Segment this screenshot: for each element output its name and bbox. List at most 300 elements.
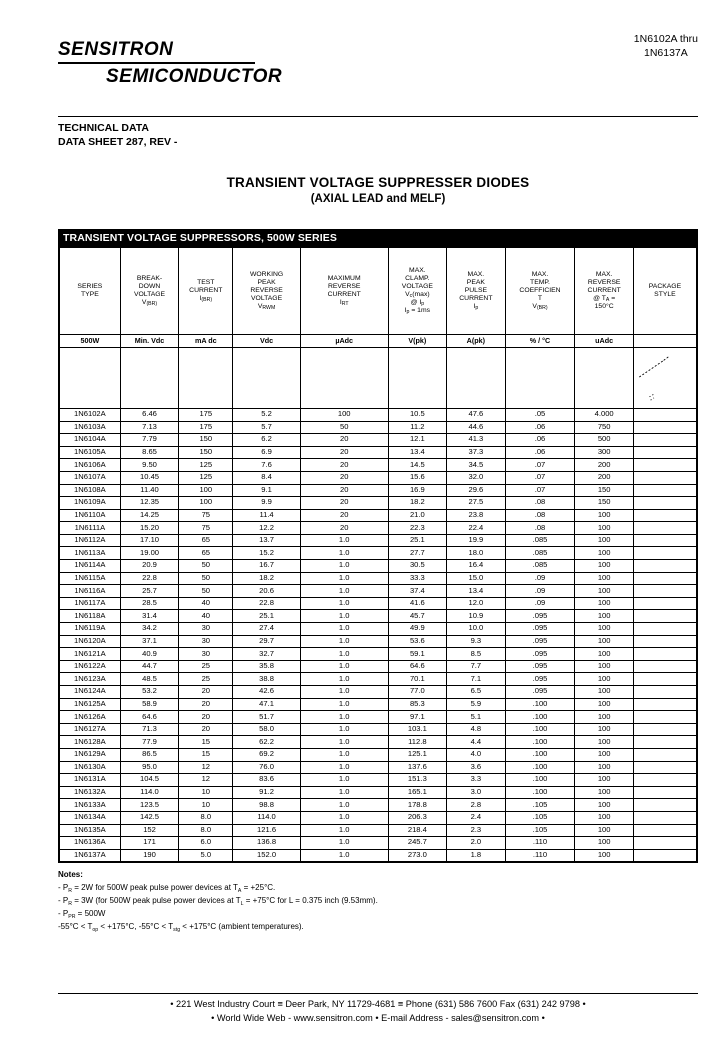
cell-maximum-reverse-current: 1.0 (300, 799, 388, 812)
cell-package-style (633, 484, 696, 497)
cell-series-type: 1N6118A (60, 610, 121, 623)
cell-max-clamp-voltage: 41.6 (388, 597, 447, 610)
cell-max-reverse-current-150c: 150 (575, 497, 634, 510)
spacer-cell (300, 347, 388, 408)
cell-breakdown-voltage: 15.20 (120, 522, 179, 535)
cell-series-type: 1N6132A (60, 786, 121, 799)
cell-series-type: 1N6131A (60, 774, 121, 787)
cell-maximum-reverse-current: 20 (300, 459, 388, 472)
table-row (60, 560, 697, 573)
note-text: < +175°C (ambient temperatures). (180, 922, 304, 932)
table-row (60, 799, 697, 812)
cell-max-reverse-current-150c: 100 (575, 509, 634, 522)
cell-test-current: 65 (179, 547, 233, 560)
cell-test-current: 8.0 (179, 811, 233, 824)
notes-section (58, 869, 698, 934)
cell-max-peak-pulse-current: 9.3 (447, 635, 506, 648)
cell-max-reverse-current-150c: 100 (575, 761, 634, 774)
note-text: < +175°C, -55°C < T (98, 922, 174, 932)
cell-max-clamp-voltage: 137.6 (388, 761, 447, 774)
cell-max-peak-pulse-current: 1.8 (447, 849, 506, 862)
cell-series-type: 1N6117A (60, 597, 121, 610)
cell-max-peak-pulse-current: 7.1 (447, 673, 506, 686)
hdr-line: COEFFICIEN (519, 286, 561, 294)
cell-breakdown-voltage: 64.6 (120, 711, 179, 724)
cell-test-current: 150 (179, 446, 233, 459)
cell-maximum-reverse-current: 20 (300, 509, 388, 522)
cell-test-current: 125 (179, 459, 233, 472)
cell-maximum-reverse-current: 1.0 (300, 635, 388, 648)
cell-series-type: 1N6136A (60, 837, 121, 850)
cell-maximum-reverse-current: 1.0 (300, 648, 388, 661)
cell-series-type: 1N6134A (60, 811, 121, 824)
hdr-line: 150°C (594, 302, 614, 310)
cell-max-temp-coefficient: .08 (505, 522, 575, 535)
cell-max-temp-coefficient: .09 (505, 572, 575, 585)
cell-package-style (633, 560, 696, 573)
cell-max-temp-coefficient: .095 (505, 686, 575, 699)
note-subscript: R (68, 900, 72, 907)
col-header-package-style (633, 247, 696, 334)
hdr-line: REVERSE (250, 286, 283, 294)
cell-working-peak-reverse-voltage: 12.2 (233, 522, 301, 535)
hdr-line: PEAK (466, 278, 485, 286)
cell-breakdown-voltage: 123.5 (120, 799, 179, 812)
part-range-line1: 1N6102A thru (633, 33, 698, 45)
cell-package-style (633, 534, 696, 547)
cell-max-clamp-voltage: 13.4 (388, 446, 447, 459)
note-subscript: R (68, 887, 72, 894)
cell-working-peak-reverse-voltage: 5.7 (233, 421, 301, 434)
cell-max-temp-coefficient: .095 (505, 623, 575, 636)
table-row (60, 736, 697, 749)
cell-max-reverse-current-150c: 100 (575, 686, 634, 699)
cell-working-peak-reverse-voltage: 152.0 (233, 849, 301, 862)
cell-working-peak-reverse-voltage: 76.0 (233, 761, 301, 774)
cell-max-clamp-voltage: 112.8 (388, 736, 447, 749)
col-header-working-peak-reverse-voltage (233, 247, 301, 334)
col-header-test-current (179, 247, 233, 334)
cell-maximum-reverse-current: 20 (300, 471, 388, 484)
cell-breakdown-voltage: 12.35 (120, 497, 179, 510)
cell-package-style (633, 761, 696, 774)
cell-max-clamp-voltage: 30.5 (388, 560, 447, 573)
cell-max-clamp-voltage: 151.3 (388, 774, 447, 787)
spacer-cell (447, 347, 506, 408)
cell-test-current: 30 (179, 623, 233, 636)
cell-breakdown-voltage: 171 (120, 837, 179, 850)
table-row (60, 673, 697, 686)
cell-breakdown-voltage: 53.2 (120, 686, 179, 699)
cell-package-style (633, 597, 696, 610)
table-row (60, 572, 697, 585)
cell-package-style (633, 509, 696, 522)
cell-max-peak-pulse-current: 4.4 (447, 736, 506, 749)
unit-max-temp-coefficient: % / °C (505, 334, 575, 347)
cell-maximum-reverse-current: 1.0 (300, 698, 388, 711)
cell-breakdown-voltage: 14.25 (120, 509, 179, 522)
cell-series-type: 1N6107A (60, 471, 121, 484)
col-header-breakdown-voltage (120, 247, 179, 334)
cell-max-clamp-voltage: 245.7 (388, 837, 447, 850)
table-row (60, 648, 697, 661)
table-row (60, 610, 697, 623)
cell-max-peak-pulse-current: 3.3 (447, 774, 506, 787)
cell-working-peak-reverse-voltage: 6.9 (233, 446, 301, 459)
cell-series-type: 1N6124A (60, 686, 121, 699)
spacer-cell (120, 347, 179, 408)
cell-max-clamp-voltage: 53.6 (388, 635, 447, 648)
cell-max-temp-coefficient: .095 (505, 673, 575, 686)
cell-max-temp-coefficient: .09 (505, 597, 575, 610)
hdr-line: STYLE (654, 290, 676, 298)
cell-series-type: 1N6135A (60, 824, 121, 837)
table-row (60, 509, 697, 522)
cell-package-style (633, 849, 696, 862)
cell-max-peak-pulse-current: 10.9 (447, 610, 506, 623)
note-line-1 (58, 882, 698, 895)
cell-package-style (633, 711, 696, 724)
logo-sensitron: SENSITRON (58, 40, 255, 64)
cell-max-reverse-current-150c: 100 (575, 811, 634, 824)
hdr-line: $I_p$ (473, 302, 479, 312)
cell-max-temp-coefficient: .07 (505, 459, 575, 472)
table-row (60, 522, 697, 535)
cell-max-temp-coefficient: .085 (505, 547, 575, 560)
table-row (60, 811, 697, 824)
cell-max-clamp-voltage: 12.1 (388, 434, 447, 447)
cell-test-current: 5.0 (179, 849, 233, 862)
cell-max-reverse-current-150c: 100 (575, 597, 634, 610)
cell-max-reverse-current-150c: 100 (575, 698, 634, 711)
cell-max-clamp-voltage: 49.9 (388, 623, 447, 636)
cell-max-peak-pulse-current: 16.4 (447, 560, 506, 573)
cell-working-peak-reverse-voltage: 69.2 (233, 748, 301, 761)
col-header-maximum-reverse-current (300, 247, 388, 334)
hdr-line: SERIES (77, 282, 103, 290)
cell-breakdown-voltage: 77.9 (120, 736, 179, 749)
cell-working-peak-reverse-voltage: 9.1 (233, 484, 301, 497)
cell-max-reverse-current-150c: 100 (575, 648, 634, 661)
cell-package-style (633, 824, 696, 837)
cell-series-type: 1N6111A (60, 522, 121, 535)
cell-max-reverse-current-150c: 100 (575, 522, 634, 535)
col-header-max-temp-coefficient (505, 247, 575, 334)
cell-max-reverse-current-150c: 300 (575, 446, 634, 459)
hdr-line: $V_{RWM}$ (257, 302, 276, 312)
cell-package-style (633, 522, 696, 535)
cell-breakdown-voltage: 19.00 (120, 547, 179, 560)
page-subtitle: (AXIAL LEAD and MELF) (310, 193, 446, 206)
cell-test-current: 50 (179, 572, 233, 585)
cell-maximum-reverse-current: 20 (300, 484, 388, 497)
cell-max-temp-coefficient: .100 (505, 736, 575, 749)
cell-series-type: 1N6104A (60, 434, 121, 447)
cell-breakdown-voltage: 95.0 (120, 761, 179, 774)
cell-maximum-reverse-current: 1.0 (300, 824, 388, 837)
cell-package-style (633, 446, 696, 459)
cell-max-reverse-current-150c: 100 (575, 849, 634, 862)
cell-breakdown-voltage: 11.40 (120, 484, 179, 497)
table-row (60, 748, 697, 761)
cell-series-type: 1N6103A (60, 421, 121, 434)
cell-working-peak-reverse-voltage: 7.6 (233, 459, 301, 472)
cell-max-peak-pulse-current: 12.0 (447, 597, 506, 610)
cell-max-clamp-voltage: 178.8 (388, 799, 447, 812)
cell-package-style (633, 572, 696, 585)
cell-max-temp-coefficient: .110 (505, 849, 575, 862)
table-row (60, 686, 697, 699)
hdr-line: CURRENT (327, 290, 361, 298)
table-row (60, 497, 697, 510)
note-subscript: PR (68, 913, 76, 920)
cell-max-reverse-current-150c: 100 (575, 660, 634, 673)
table-units-row (60, 334, 697, 347)
cell-max-clamp-voltage: 25.1 (388, 534, 447, 547)
cell-max-peak-pulse-current: 8.5 (447, 648, 506, 661)
cell-max-temp-coefficient: .05 (505, 408, 575, 421)
cell-max-temp-coefficient: .095 (505, 648, 575, 661)
hdr-line: $V_c(\max)$ (405, 290, 430, 300)
cell-working-peak-reverse-voltage: 13.7 (233, 534, 301, 547)
cell-max-temp-coefficient: .08 (505, 497, 575, 510)
cell-test-current: 175 (179, 408, 233, 421)
cell-max-peak-pulse-current: 2.4 (447, 811, 506, 824)
cell-series-type: 1N6112A (60, 534, 121, 547)
cell-max-reverse-current-150c: 100 (575, 560, 634, 573)
table-row (60, 534, 697, 547)
cell-series-type: 1N6110A (60, 509, 121, 522)
table-row (60, 774, 697, 787)
cell-test-current: 75 (179, 509, 233, 522)
cell-series-type: 1N6102A (60, 408, 121, 421)
table-row (60, 408, 697, 421)
cell-test-current: 65 (179, 534, 233, 547)
technical-data-block (58, 121, 698, 149)
cell-breakdown-voltage: 142.5 (120, 811, 179, 824)
cell-max-temp-coefficient: .105 (505, 824, 575, 837)
cell-test-current: 8.0 (179, 824, 233, 837)
cell-max-temp-coefficient: .100 (505, 723, 575, 736)
cell-working-peak-reverse-voltage: 29.7 (233, 635, 301, 648)
note-line-2 (58, 895, 698, 908)
cell-maximum-reverse-current: 50 (300, 421, 388, 434)
spacer-cell (233, 347, 301, 408)
hdr-line: MAX. (409, 266, 426, 274)
cell-max-temp-coefficient: .095 (505, 660, 575, 673)
cell-max-temp-coefficient: .110 (505, 837, 575, 850)
diode-package-icon (634, 348, 696, 415)
part-range-line2: 1N6137A (643, 47, 688, 60)
cell-series-type: 1N6137A (60, 849, 121, 862)
cell-max-temp-coefficient: .100 (505, 774, 575, 787)
cell-max-temp-coefficient: .09 (505, 585, 575, 598)
cell-series-type: 1N6105A (60, 446, 121, 459)
cell-max-peak-pulse-current: 5.9 (447, 698, 506, 711)
cell-test-current: 20 (179, 711, 233, 724)
note-text: = +75°C for L = 0.375 inch (9.53mm). (243, 896, 378, 906)
cell-package-style (633, 686, 696, 699)
note-subscript: op (92, 926, 99, 933)
cell-max-clamp-voltage: 18.2 (388, 497, 447, 510)
spacer-cell (60, 347, 121, 408)
hdr-line: MAX. (531, 270, 549, 278)
hdr-line: REVERSE (327, 282, 361, 290)
note-text: -55°C < T (58, 922, 93, 932)
table-row (60, 459, 697, 472)
cell-max-temp-coefficient: .085 (505, 560, 575, 573)
cell-max-peak-pulse-current: 19.9 (447, 534, 506, 547)
cell-package-style (633, 547, 696, 560)
table-row (60, 585, 697, 598)
cell-max-temp-coefficient: .100 (505, 786, 575, 799)
cell-breakdown-voltage: 25.7 (120, 585, 179, 598)
cell-breakdown-voltage: 190 (120, 849, 179, 862)
cell-breakdown-voltage: 37.1 (120, 635, 179, 648)
cell-package-style (633, 748, 696, 761)
note-line-4 (58, 921, 698, 934)
cell-test-current: 100 (179, 497, 233, 510)
cell-max-peak-pulse-current: 27.5 (447, 497, 506, 510)
spacer-cell (388, 347, 447, 408)
cell-max-clamp-voltage: 11.2 (388, 421, 447, 434)
package-style-sketch-cell (633, 347, 696, 408)
cell-package-style (633, 459, 696, 472)
cell-package-style (633, 585, 696, 598)
cell-maximum-reverse-current: 1.0 (300, 761, 388, 774)
cell-max-temp-coefficient: .100 (505, 698, 575, 711)
data-sheet-label: DATA SHEET 287, REV - (58, 136, 178, 149)
cell-breakdown-voltage: 48.5 (120, 673, 179, 686)
note-text: = 3W (for 500W peak pulse power devices at T (71, 896, 241, 906)
unit-breakdown-voltage: Min. Vdc (120, 334, 179, 347)
hdr-line: $I_{(BR)}$ (199, 294, 213, 304)
hdr-line: MAX. (467, 270, 485, 278)
cell-test-current: 25 (179, 673, 233, 686)
page-title: TRANSIENT VOLTAGE SUPPRESSER DIODES (226, 175, 530, 191)
cell-series-type: 1N6119A (60, 623, 121, 636)
cell-package-style (633, 421, 696, 434)
cell-max-reverse-current-150c: 100 (575, 534, 634, 547)
cell-test-current: 20 (179, 686, 233, 699)
cell-max-temp-coefficient: .07 (505, 471, 575, 484)
hdr-line: PACKAGE (648, 282, 682, 290)
table-row (60, 660, 697, 673)
hdr-line: CLAMP. (405, 274, 430, 282)
cell-package-style (633, 635, 696, 648)
cell-max-clamp-voltage: 37.4 (388, 585, 447, 598)
table-body (60, 347, 697, 861)
cell-max-clamp-voltage: 218.4 (388, 824, 447, 837)
cell-working-peak-reverse-voltage: 42.6 (233, 686, 301, 699)
cell-series-type: 1N6122A (60, 660, 121, 673)
cell-breakdown-voltage: 9.50 (120, 459, 179, 472)
cell-max-peak-pulse-current: 23.8 (447, 509, 506, 522)
cell-max-reverse-current-150c: 4.000 (575, 408, 634, 421)
note-text: - P (58, 883, 69, 893)
unit-maximum-reverse-current: µAdc (300, 334, 388, 347)
cell-max-temp-coefficient: .085 (505, 534, 575, 547)
hdr-line: VOLTAGE (133, 290, 166, 298)
cell-max-peak-pulse-current: 13.4 (447, 585, 506, 598)
cell-max-temp-coefficient: .100 (505, 761, 575, 774)
cell-max-clamp-voltage: 103.1 (388, 723, 447, 736)
cell-maximum-reverse-current: 1.0 (300, 723, 388, 736)
footer-divider (58, 993, 698, 994)
cell-max-peak-pulse-current: 18.0 (447, 547, 506, 560)
cell-max-clamp-voltage: 45.7 (388, 610, 447, 623)
cell-max-reverse-current-150c: 100 (575, 673, 634, 686)
cell-package-style (633, 660, 696, 673)
cell-max-reverse-current-150c: 750 (575, 421, 634, 434)
cell-series-type: 1N6133A (60, 799, 121, 812)
cell-breakdown-voltage: 114.0 (120, 786, 179, 799)
cell-breakdown-voltage: 31.4 (120, 610, 179, 623)
cell-maximum-reverse-current: 1.0 (300, 774, 388, 787)
cell-package-style (633, 408, 696, 421)
cell-working-peak-reverse-voltage: 22.8 (233, 597, 301, 610)
cell-max-clamp-voltage: 70.1 (388, 673, 447, 686)
cell-package-style (633, 434, 696, 447)
hdr-line: $I_{RT}$ (339, 298, 349, 308)
cell-max-clamp-voltage: 165.1 (388, 786, 447, 799)
cell-breakdown-voltage: 17.10 (120, 534, 179, 547)
note-text: = 2W for 500W peak pulse power devices at T (71, 883, 238, 893)
cell-breakdown-voltage: 7.13 (120, 421, 179, 434)
spacer-cell (505, 347, 575, 408)
cell-test-current: 6.0 (179, 837, 233, 850)
cell-working-peak-reverse-voltage: 6.2 (233, 434, 301, 447)
cell-max-reverse-current-150c: 100 (575, 736, 634, 749)
cell-package-style (633, 811, 696, 824)
cell-max-clamp-voltage: 15.6 (388, 471, 447, 484)
cell-max-reverse-current-150c: 100 (575, 799, 634, 812)
cell-test-current: 12 (179, 774, 233, 787)
cell-max-reverse-current-150c: 100 (575, 610, 634, 623)
cell-test-current: 10 (179, 786, 233, 799)
cell-maximum-reverse-current: 1.0 (300, 673, 388, 686)
cell-max-clamp-voltage: 27.7 (388, 547, 447, 560)
cell-max-clamp-voltage: 14.5 (388, 459, 447, 472)
cell-max-clamp-voltage: 125.1 (388, 748, 447, 761)
hdr-line: $I_p = 1ms$ (404, 306, 431, 316)
cell-breakdown-voltage: 44.7 (120, 660, 179, 673)
table-row (60, 434, 697, 447)
cell-working-peak-reverse-voltage: 114.0 (233, 811, 301, 824)
cell-series-type: 1N6116A (60, 585, 121, 598)
cell-max-temp-coefficient: .06 (505, 421, 575, 434)
cell-test-current: 50 (179, 560, 233, 573)
note-text: = +25°C. (241, 883, 276, 893)
cell-maximum-reverse-current: 20 (300, 446, 388, 459)
cell-max-peak-pulse-current: 37.3 (447, 446, 506, 459)
cell-max-reverse-current-150c: 100 (575, 723, 634, 736)
hdr-line: $V_{(BR)}$ (141, 298, 158, 308)
cell-maximum-reverse-current: 100 (300, 408, 388, 421)
cell-package-style (633, 799, 696, 812)
cell-maximum-reverse-current: 20 (300, 497, 388, 510)
hdr-line: WORKING (249, 270, 284, 278)
col-header-max-peak-pulse-current (447, 247, 506, 334)
cell-max-reverse-current-150c: 150 (575, 484, 634, 497)
cell-breakdown-voltage: 20.9 (120, 560, 179, 573)
cell-working-peak-reverse-voltage: 9.9 (233, 497, 301, 510)
cell-max-clamp-voltage: 64.6 (388, 660, 447, 673)
col-header-max-clamp-voltage (388, 247, 447, 334)
cell-max-peak-pulse-current: 3.6 (447, 761, 506, 774)
cell-working-peak-reverse-voltage: 18.2 (233, 572, 301, 585)
cell-test-current: 150 (179, 434, 233, 447)
